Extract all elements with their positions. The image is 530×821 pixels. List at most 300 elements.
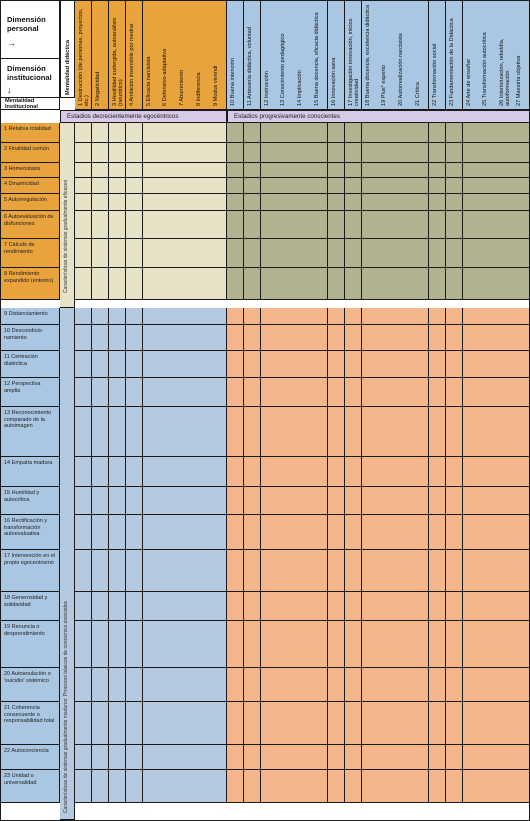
grid-cell (513, 621, 530, 668)
grid-cell (227, 239, 244, 268)
column-header-21 (412, 0, 429, 110)
grid-cell (311, 268, 328, 300)
column-header-16 (328, 0, 345, 110)
column-header-label: 13 Conocimiento pedagógico (280, 33, 287, 106)
corner-divider (1, 58, 59, 59)
grid-cell (277, 378, 294, 407)
grid-cell (126, 457, 143, 487)
grid-cell (479, 308, 496, 325)
grid-cell (429, 194, 446, 211)
grid-cell (109, 123, 126, 143)
grid-cell (328, 123, 345, 143)
grid-cell (395, 211, 412, 239)
grid-cell (463, 194, 480, 211)
column-header-15 (311, 0, 328, 110)
grid-cell (345, 487, 362, 515)
grid-cell (261, 143, 278, 163)
grid-cell (126, 268, 143, 300)
grid-cell (176, 668, 193, 702)
grid-cell (294, 457, 311, 487)
grid-cell (75, 515, 92, 550)
grid-cell (109, 211, 126, 239)
grid-cell (143, 239, 160, 268)
grid-cell (429, 378, 446, 407)
grid-cell (75, 178, 92, 194)
grid-cell (227, 668, 244, 702)
grid-cell (143, 163, 160, 178)
grid-cell (261, 407, 278, 457)
grid-cell (277, 407, 294, 457)
column-header-label: 8 Indiferencia (196, 72, 203, 106)
grid-cell (429, 745, 446, 770)
grid-cell (446, 487, 463, 515)
grid-cell (92, 143, 109, 163)
grid-cell (244, 194, 261, 211)
grid-cell (244, 143, 261, 163)
grid-cell (261, 325, 278, 351)
grid-cell (479, 378, 496, 407)
grid-cell (210, 592, 227, 621)
grid-cell (75, 487, 92, 515)
grid-cell (75, 621, 92, 668)
grid-cell (92, 378, 109, 407)
grid-cell (294, 143, 311, 163)
grid-cell (496, 770, 513, 803)
grid-cell (378, 668, 395, 702)
column-header-24 (463, 0, 480, 110)
grid-cell (412, 268, 429, 300)
row-label-7: 7 Cálculo de rendimiento (0, 239, 60, 268)
grid-cell (395, 163, 412, 178)
grid-cell (277, 515, 294, 550)
grid-cell (479, 745, 496, 770)
column-header-5 (143, 0, 160, 110)
grid-cell (513, 178, 530, 194)
grid-cell (429, 457, 446, 487)
grid-cell (412, 550, 429, 592)
grid-cell (193, 123, 210, 143)
grid-cell (395, 178, 412, 194)
grid-cell (446, 194, 463, 211)
grid-cell (395, 592, 412, 621)
grid-cell (143, 457, 160, 487)
grid-cell (109, 143, 126, 163)
grid-cell (328, 702, 345, 745)
grid-cell (193, 194, 210, 211)
grid-cell (143, 268, 160, 300)
grid-cell (210, 268, 227, 300)
grid-cell (143, 378, 160, 407)
grid-cell (311, 143, 328, 163)
grid-cell (479, 515, 496, 550)
grid-cell (193, 239, 210, 268)
grid-cell (159, 351, 176, 378)
grid-cell (362, 308, 379, 325)
grid-cell (193, 592, 210, 621)
grid-cell (261, 178, 278, 194)
grid-cell (463, 515, 480, 550)
grid-cell (311, 123, 328, 143)
grid-cell (446, 378, 463, 407)
grid-cell (294, 194, 311, 211)
grid-cell (277, 325, 294, 351)
grid-cell (210, 163, 227, 178)
grid-cell (143, 702, 160, 745)
grid-cell (412, 211, 429, 239)
grid-cell (210, 378, 227, 407)
grid-cell (311, 211, 328, 239)
grid-cell (429, 592, 446, 621)
grid-cell (277, 178, 294, 194)
row-label-16: 16 Rectificación y transformación autoevaluativa (0, 515, 60, 550)
grid-cell (378, 407, 395, 457)
sidebar-ego (60, 123, 75, 308)
column-header-label: 25 Transformación autocrítica (482, 32, 489, 106)
grid-cell (210, 702, 227, 745)
grid-cell (159, 487, 176, 515)
grid-cell (362, 770, 379, 803)
grid-cell (193, 378, 210, 407)
grid-cell (109, 407, 126, 457)
column-header-7 (176, 0, 193, 110)
grid-cell (294, 211, 311, 239)
grid-cell (378, 239, 395, 268)
grid-cell (244, 668, 261, 702)
grid-cell (92, 550, 109, 592)
grid-cell (378, 351, 395, 378)
grid-cell (328, 211, 345, 239)
grid-cell (159, 457, 176, 487)
grid-cell (227, 268, 244, 300)
grid-cell (126, 239, 143, 268)
grid-cell (210, 239, 227, 268)
grid-cell (193, 515, 210, 550)
grid-cell (496, 325, 513, 351)
column-header-label: 21 Crítica (415, 82, 422, 106)
grid-cell (75, 745, 92, 770)
grid-cell (328, 378, 345, 407)
grid-cell (446, 515, 463, 550)
row-label-4: 4 Dinamicidad (0, 178, 60, 194)
grid-cell (227, 123, 244, 143)
grid-cell (92, 123, 109, 143)
grid-cell (294, 268, 311, 300)
grid-cell (294, 515, 311, 550)
grid-cell (210, 668, 227, 702)
grid-cell (328, 668, 345, 702)
grid-cell (328, 163, 345, 178)
row-label-23: 23 Unidad o universalidad (0, 770, 60, 803)
grid-cell (193, 351, 210, 378)
grid-cell (244, 308, 261, 325)
grid-cell (463, 702, 480, 745)
grid-cell (345, 592, 362, 621)
grid-cell (176, 194, 193, 211)
grid-cell (227, 457, 244, 487)
grid-cell (176, 239, 193, 268)
grid-cell (210, 407, 227, 457)
grid-cell (463, 550, 480, 592)
band-conscious-label: Estadios progresivamente conscientes (234, 113, 340, 120)
grid-cell (463, 487, 480, 515)
row-label-15: 15 Humildad y autocrítica (0, 487, 60, 515)
grid-cell (513, 239, 530, 268)
grid-cell (277, 745, 294, 770)
grid-cell (159, 211, 176, 239)
grid-cell (126, 143, 143, 163)
column-header-label: 7 Aburrimiento (179, 69, 186, 106)
grid-cell (126, 163, 143, 178)
grid-cell (126, 178, 143, 194)
grid-cell (362, 163, 379, 178)
grid-cell (143, 351, 160, 378)
grid-cell (210, 745, 227, 770)
grid-cell (75, 163, 92, 178)
column-header-8 (193, 0, 210, 110)
column-header-2 (92, 0, 109, 110)
grid-cell (395, 407, 412, 457)
grid-cell (193, 621, 210, 668)
grid-cell (92, 702, 109, 745)
grid-cell (159, 143, 176, 163)
row-label-14: 14 Empatía madura (0, 457, 60, 487)
grid-cell (328, 178, 345, 194)
grid-cell (362, 487, 379, 515)
grid-cell (362, 325, 379, 351)
grid-cell (126, 487, 143, 515)
grid-cell (277, 211, 294, 239)
grid-cell (412, 487, 429, 515)
row-label-6: 6 Autoevaluación de disfunciones (0, 211, 60, 239)
grid-cell (159, 325, 176, 351)
grid-cell (261, 194, 278, 211)
grid-cell (210, 308, 227, 325)
grid-cell (311, 668, 328, 702)
grid-cell (176, 407, 193, 457)
grid-cell (92, 592, 109, 621)
grid-cell (429, 770, 446, 803)
grid-cell (261, 745, 278, 770)
grid-cell (378, 550, 395, 592)
grid-cell (277, 770, 294, 803)
grid-cell (126, 194, 143, 211)
grid-cell (159, 378, 176, 407)
grid-cell (429, 487, 446, 515)
grid-cell (193, 457, 210, 487)
grid-cell (395, 515, 412, 550)
grid-cell (513, 515, 530, 550)
grid-cell (328, 308, 345, 325)
column-header-13 (277, 0, 294, 110)
grid-cell (479, 194, 496, 211)
grid-cell (395, 621, 412, 668)
grid-cell (378, 592, 395, 621)
grid-cell (159, 621, 176, 668)
grid-cell (345, 745, 362, 770)
grid-cell (345, 770, 362, 803)
grid-cell (143, 745, 160, 770)
grid-cell (311, 487, 328, 515)
grid-cell (345, 621, 362, 668)
grid-cell (345, 308, 362, 325)
grid-cell (176, 178, 193, 194)
grid-cell (193, 178, 210, 194)
column-header-label: 26 Interiorización, rebeldía, autoformación (499, 38, 512, 106)
grid-cell (429, 143, 446, 163)
grid-cell (345, 143, 362, 163)
grid-cell (362, 702, 379, 745)
grid-cell (109, 745, 126, 770)
column-header-1 (75, 0, 92, 110)
grid-cell (261, 378, 278, 407)
grid-cell (126, 668, 143, 702)
grid-cell (378, 308, 395, 325)
grid-cell (395, 770, 412, 803)
grid-cell (261, 457, 278, 487)
grid-cell (311, 308, 328, 325)
grid-cell (210, 487, 227, 515)
grid-cell (109, 515, 126, 550)
grid-cell (446, 308, 463, 325)
grid-cell (227, 770, 244, 803)
grid-cell (463, 592, 480, 621)
grid-cell (261, 308, 278, 325)
grid-cell (126, 702, 143, 745)
grid-cell (429, 668, 446, 702)
grid-cell (126, 550, 143, 592)
grid-cell (362, 123, 379, 143)
grid-cell (496, 378, 513, 407)
grid-cell (311, 745, 328, 770)
grid-cell (513, 550, 530, 592)
grid-cell (513, 351, 530, 378)
grid-cell (362, 178, 379, 194)
grid-cell (143, 194, 160, 211)
grid-cell (479, 239, 496, 268)
grid-cell (362, 143, 379, 163)
grid-cell (92, 457, 109, 487)
row-label-17: 17 Intervención en el propio egocentrismo (0, 550, 60, 592)
grid-cell (210, 143, 227, 163)
column-header-19 (378, 0, 395, 110)
grid-cell (311, 702, 328, 745)
mentalidad-didactica-label: Mentalidad didáctica (65, 39, 71, 95)
grid-cell (193, 668, 210, 702)
grid-cell (463, 668, 480, 702)
grid-cell (176, 745, 193, 770)
grid-cell (463, 123, 480, 143)
grid-cell (92, 163, 109, 178)
grid-cell (446, 325, 463, 351)
row-label-19: 19 Renuncia o desprendimiento (0, 621, 60, 668)
grid-cell (328, 487, 345, 515)
grid-cell (92, 325, 109, 351)
grid-cell (75, 407, 92, 457)
grid-cell (479, 163, 496, 178)
grid-cell (227, 178, 244, 194)
grid-cell (412, 163, 429, 178)
grid-cell (328, 550, 345, 592)
grid-cell (75, 592, 92, 621)
grid-cell (395, 325, 412, 351)
sidebar-ego-label: Características de sistemas gradualmente eficaces (63, 179, 69, 293)
grid-cell (244, 178, 261, 194)
grid-cell (496, 123, 513, 143)
grid-cell (277, 668, 294, 702)
grid-cell (210, 770, 227, 803)
grid-cell (176, 702, 193, 745)
grid-cell (277, 308, 294, 325)
grid-cell (463, 745, 480, 770)
grid-cell (294, 239, 311, 268)
grid-cell (362, 592, 379, 621)
grid-cell (143, 123, 160, 143)
grid-cell (311, 592, 328, 621)
grid-cell (294, 378, 311, 407)
grid-cell (143, 325, 160, 351)
grid-cell (395, 239, 412, 268)
grid-cell (362, 194, 379, 211)
column-header-14 (294, 0, 311, 110)
grid-cell (412, 515, 429, 550)
grid-cell (362, 621, 379, 668)
column-header-23 (446, 0, 463, 110)
grid-cell (446, 702, 463, 745)
grid-cell (513, 211, 530, 239)
column-header-label: 20 Autorrealización narcisista (398, 33, 405, 106)
grid-cell (328, 770, 345, 803)
grid-cell (176, 592, 193, 621)
grid-cell (378, 745, 395, 770)
grid-cell (412, 378, 429, 407)
grid-cell (463, 457, 480, 487)
grid-cell (311, 515, 328, 550)
grid-cell (176, 457, 193, 487)
grid-cell (429, 268, 446, 300)
grid-cell (294, 178, 311, 194)
grid-cell (328, 407, 345, 457)
grid-cell (159, 745, 176, 770)
column-header-label: 3 Hostilidad surtergida, autoanálisis (neurótico) (111, 17, 124, 106)
grid-cell (277, 457, 294, 487)
grid-cell (378, 211, 395, 239)
grid-cell (395, 308, 412, 325)
grid-cell (109, 325, 126, 351)
column-header-label: 6 Defensivo-adaptativa (162, 48, 169, 106)
grid-cell (362, 211, 379, 239)
grid-cell (395, 351, 412, 378)
grid-cell (193, 308, 210, 325)
grid-cell (395, 457, 412, 487)
grid-cell (328, 268, 345, 300)
grid-cell (126, 407, 143, 457)
grid-cell (294, 702, 311, 745)
grid-cell (513, 457, 530, 487)
grid-cell (159, 123, 176, 143)
grid-cell (429, 178, 446, 194)
grid-cell (210, 621, 227, 668)
mentalidad-institucional-label: Mentalidad Institucional (5, 98, 38, 110)
grid-cell (311, 239, 328, 268)
grid-cell (143, 668, 160, 702)
grid-cell (210, 325, 227, 351)
grid-cell (513, 592, 530, 621)
grid-cell (328, 745, 345, 770)
grid-cell (429, 239, 446, 268)
grid-cell (227, 325, 244, 351)
grid-cell (328, 325, 345, 351)
grid-cell (75, 123, 92, 143)
